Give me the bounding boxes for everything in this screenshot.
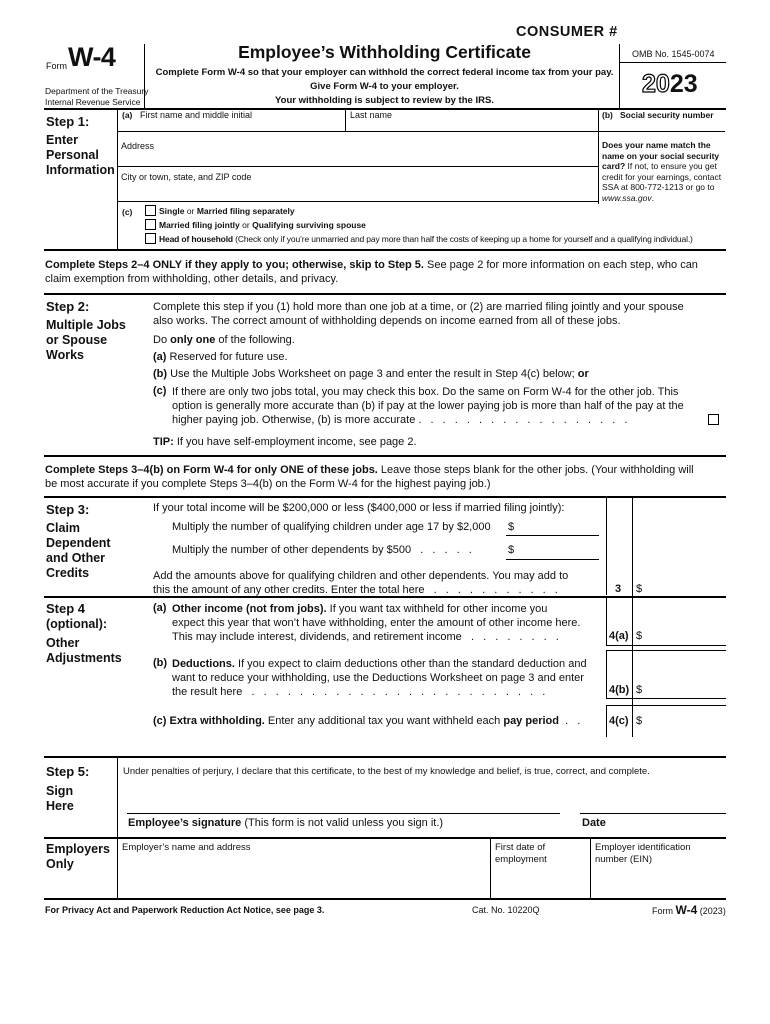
intro-steps-2-4: Complete Steps 2–4 ONLY if they apply to you; otherwise, skip to Step 5. See page 2 for more information on each step, who can claim exemption from withholding, other details, and privacy. [45, 259, 698, 285]
step3-add-total: Add the amounts above for qualifying children and other dependents. You may add to this the amount of any other credits. Enter the total here . . . . . . . . . . . [153, 570, 569, 596]
head-of-household-checkbox[interactable] [145, 233, 156, 244]
step2-option-b: (b) Use the Multiple Jobs Worksheet on page 3 and enter the result in Step 4(c) below; or [153, 368, 589, 380]
step4b-letter: (b) [153, 657, 168, 669]
qualifying-children-amount-input[interactable] [516, 520, 598, 534]
dept-treasury: Department of the Treasury [45, 86, 149, 96]
line4a-number: 4(a) [609, 630, 629, 642]
two-jobs-checkbox[interactable] [708, 414, 719, 425]
step2-label-l2: or Spouse [46, 333, 108, 347]
subtitle-line-2: Give Form W-4 to your employer. [310, 81, 459, 92]
footer-form-id: Form W-4 (2023) [652, 903, 726, 917]
ein-input[interactable] [593, 868, 725, 895]
filing-opt-single: Single or Married filing separately [159, 206, 295, 216]
last-name-label: Last name [350, 110, 393, 120]
line3-dollar: $ [636, 583, 643, 595]
ssn-input[interactable] [601, 120, 725, 131]
employers-only-label-l2: Only [46, 857, 74, 871]
line3-number: 3 [615, 583, 622, 595]
step3-label: Step 3: [46, 502, 90, 517]
consumer-number-header: CONSUMER # [516, 24, 618, 40]
ssn-letter: (b) [602, 110, 613, 120]
signature-date-input[interactable] [580, 790, 725, 812]
step1-label: Step 1: [46, 114, 90, 129]
step2-label-l1: Multiple Jobs [46, 318, 126, 332]
filing-opt-married-jointly: Married filing jointly or Qualifying surviving spouse [159, 220, 366, 230]
other-dependents-amount-input[interactable] [516, 543, 598, 557]
line4a-dollar: $ [636, 630, 643, 642]
step2-label-l3: Works [46, 348, 84, 362]
step1-label-personal: Personal [46, 148, 99, 162]
subtitle-line-3: Your withholding is subject to review by the IRS. [275, 95, 494, 106]
first-date-employment-label: First date of employment [495, 842, 547, 865]
subtitle-line-1: Complete Form W-4 so that your employer can withhold the correct federal income tax from your pay. [155, 67, 614, 78]
step5-label-sign: Sign [46, 784, 74, 798]
form-title: Employee’s Withholding Certificate [238, 42, 531, 62]
step4-label: Step 4 [46, 601, 86, 616]
step4-label-optional: (optional): [46, 617, 108, 631]
step4-label-adjustments: Adjustments [46, 651, 122, 665]
step3-dependents-line: Multiply the number of other dependents by $500 . . . . . [172, 544, 475, 556]
first-name-letter: (a) [122, 110, 133, 120]
employer-name-address-label: Employer’s name and address [122, 842, 251, 853]
address-input[interactable] [120, 152, 595, 166]
step2-paragraph: Complete this step if you (1) hold more than one job at a time, or (2) are married filing jointly and your spouse also works. The correct amount of withholding depends on income earned from all of these jobs. [153, 301, 684, 327]
step3-children-line: Multiply the number of qualifying children under age 17 by $2,000 [172, 521, 491, 533]
step2-option-c-text: If there are only two jobs total, you may check this box. Do the same on Form W-4 for the other job. This option is generally more accurate than (b) if pay at the lower paying job is more than half of the pay at the higher paying job. Otherwise, (b) is more accurate . . . . . . . . . . . . . . . . . . [172, 386, 684, 426]
ssn-match-note: Does your name match the name on your social security card? If not, to ensure you get credit for your earnings, contact SSA at 800-772-1213 or go to www.ssa.gov. [602, 140, 722, 203]
employee-signature-label: Employee’s signature (This form is not valid unless you sign it.) [128, 817, 444, 829]
step1-label-information: Information [46, 163, 115, 177]
step3-label-l1: Claim [46, 521, 81, 535]
filing-opt-head-of-household: Head of household (Check only if you’re unmarried and pay more than half the costs of keeping up a home for yourself and a qualifying individual.) [159, 234, 693, 244]
step2-label: Step 2: [46, 299, 90, 314]
extra-withholding-input[interactable] [645, 713, 725, 727]
catalog-number: Cat. No. 10220Q [472, 905, 540, 915]
line3-total-input[interactable] [645, 581, 725, 595]
last-name-input[interactable] [348, 120, 595, 131]
form-number: W-4 [68, 42, 116, 72]
address-label: Address [121, 141, 155, 151]
children-dollar: $ [508, 521, 515, 533]
step3-label-l4: Credits [46, 566, 90, 580]
employers-only-label-l1: Employers [46, 842, 110, 856]
step5-label: Step 5: [46, 764, 90, 779]
city-input[interactable] [120, 183, 595, 200]
line4c-dollar: $ [636, 715, 643, 727]
step4-label-other: Other [46, 636, 80, 650]
privacy-notice: For Privacy Act and Paperwork Reduction Act Notice, see page 3. [45, 905, 325, 915]
step3-label-l2: Dependent [46, 536, 111, 550]
step4a-text: Other income (not from jobs). If you want tax withheld for other income you expect this year that won’t have withholding, enter the amount of other income here. This may include interest, dividends, and retirement income . . . . . . . . [172, 603, 581, 643]
step2-option-c-letter: (c) [153, 385, 167, 397]
tax-year: 2023 [642, 70, 698, 98]
employer-name-address-input[interactable] [120, 855, 487, 895]
single-checkbox[interactable] [145, 205, 156, 216]
line4c-number: 4(c) [609, 715, 629, 727]
first-name-input[interactable] [120, 120, 342, 131]
date-label: Date [582, 817, 606, 829]
step5-label-here: Here [46, 799, 74, 813]
deductions-input[interactable] [645, 682, 725, 696]
first-date-employment-input[interactable] [493, 868, 587, 895]
ssn-label: Social security number [620, 110, 714, 120]
step3-label-l3: and Other [46, 551, 106, 565]
city-label: City or town, state, and ZIP code [121, 172, 252, 182]
step4c-text: (c) Extra withholding. Enter any additional tax you want withheld each pay period . . [153, 715, 584, 727]
perjury-statement: Under penalties of perjury, I declare that this certificate, to the best of my knowledge and belief, is true, correct, and complete. [123, 766, 650, 777]
step3-income-condition: If your total income will be $200,000 or less ($400,000 or less if married filing jointly): [153, 502, 565, 514]
omb-number: OMB No. 1545-0074 [632, 49, 715, 59]
line4b-number: 4(b) [609, 684, 630, 696]
line4b-dollar: $ [636, 684, 643, 696]
filing-status-letter: (c) [122, 207, 133, 217]
dependents-dollar: $ [508, 544, 515, 556]
step1-label-enter: Enter [46, 133, 78, 147]
step2-tip: TIP: If you have self-employment income, see page 2. [153, 436, 417, 448]
intro-steps-3-4b: Complete Steps 3–4(b) on Form W-4 for only ONE of these jobs. Leave those steps blank for the other jobs. (Your withholding will be most accurate if you complete Steps 3–4(b) on the Form W-4 for the highest paying job.) [45, 464, 694, 490]
other-income-input[interactable] [645, 628, 725, 642]
step4a-letter: (a) [153, 602, 167, 614]
form-word: Form [46, 61, 67, 71]
irs-name: Internal Revenue Service [45, 97, 141, 107]
step2-option-a: (a) Reserved for future use. [153, 351, 288, 363]
step2-do-only-one: Do only one of the following. [153, 334, 295, 346]
married-jointly-checkbox[interactable] [145, 219, 156, 230]
step4b-text: Deductions. If you expect to claim deductions other than the standard deduction and want to reduce your withholding, use the Deductions Worksheet on page 3 and enter the result here . . . . . . . . . . . . . . . . . . . . . . . . . [172, 658, 587, 698]
ein-label: Employer identification number (EIN) [595, 842, 691, 865]
first-name-label: First name and middle initial [140, 110, 253, 120]
employee-signature-input[interactable] [127, 790, 560, 812]
